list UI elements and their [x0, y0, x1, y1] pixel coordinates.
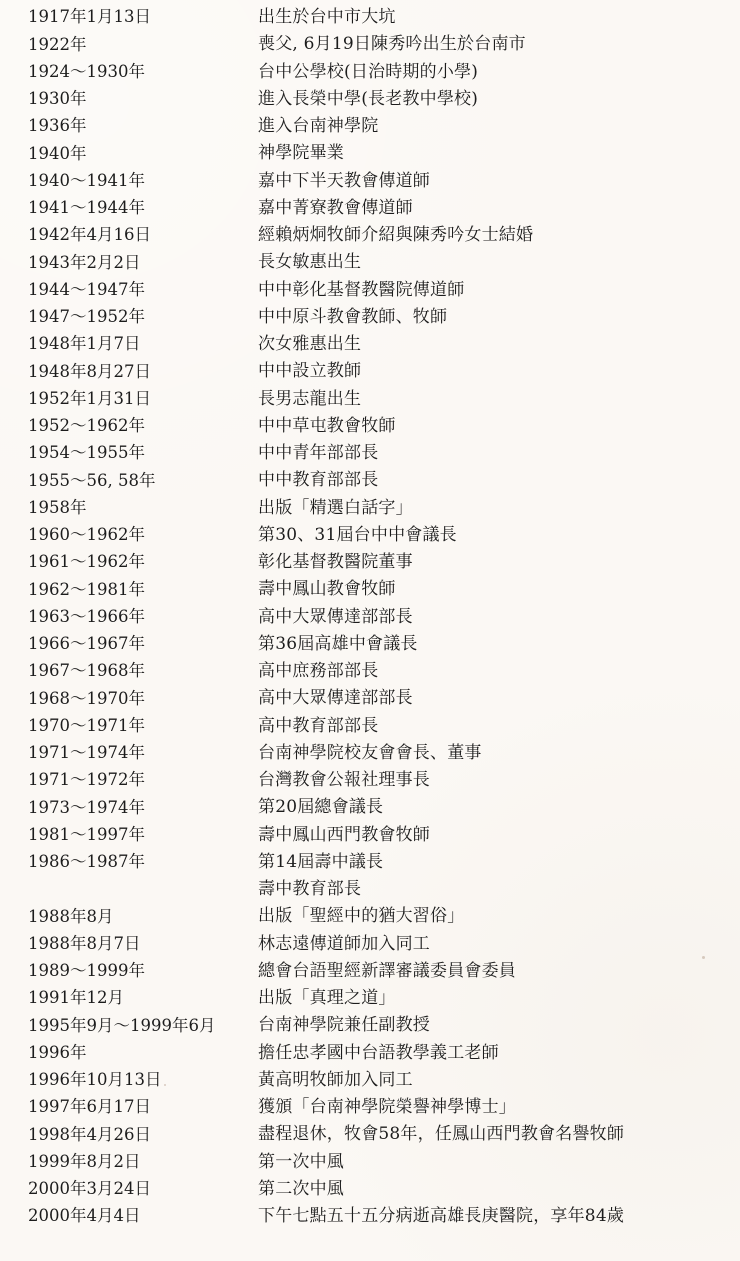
- timeline-row: [0, 467, 740, 494]
- timeline-row: [0, 576, 740, 603]
- timeline-row: [0, 86, 740, 113]
- timeline-row: [0, 931, 740, 958]
- timeline-row: [0, 1094, 740, 1121]
- timeline-row: [0, 1203, 740, 1230]
- timeline-row: [0, 685, 740, 712]
- timeline-row: [0, 1121, 740, 1148]
- entry-event: 第一次中風: [258, 1151, 344, 1172]
- timeline-row: [0, 1012, 740, 1039]
- timeline-row: [0, 549, 740, 576]
- entry-date: 1940年: [28, 143, 87, 163]
- timeline-row: [0, 413, 740, 440]
- timeline-row: [0, 1149, 740, 1176]
- timeline-row: [0, 358, 740, 385]
- entry-event: 總會台語聖經新譯審議委員會委員: [258, 960, 516, 981]
- timeline-row: [0, 1040, 740, 1067]
- entry-date: 1954～1955年: [28, 443, 145, 463]
- entry-date: 1924～1930年: [28, 61, 145, 81]
- timeline-row: [0, 522, 740, 549]
- entry-date: 1996年10月13日: [28, 1070, 162, 1090]
- entry-event: 獲頒「台南神學院榮譽神學博士」: [258, 1097, 516, 1118]
- entry-event: 台南神學院校友會會長、董事: [258, 742, 482, 763]
- entry-date: 1963～1966年: [28, 606, 145, 626]
- timeline-row: [0, 195, 740, 222]
- timeline-row: [0, 713, 740, 740]
- entry-event: 嘉中菁寮教會傳道師: [258, 197, 413, 218]
- timeline-row: [0, 903, 740, 930]
- timeline-list: [0, 4, 740, 1230]
- timeline-row: [0, 495, 740, 522]
- entry-date: 1989～1999年: [28, 961, 145, 981]
- entry-date: 1997年6月17日: [28, 1097, 151, 1117]
- entry-date: 1952～1962年: [28, 416, 145, 436]
- entry-date: 1988年8月7日: [28, 933, 141, 953]
- entry-date: 1971～1972年: [28, 770, 145, 790]
- entry-event: 彰化基督教醫院董事: [258, 552, 413, 573]
- entry-date: 1999年8月2日: [28, 1151, 141, 1171]
- timeline-row: [0, 958, 740, 985]
- timeline-row: [0, 222, 740, 249]
- timeline-row: [0, 304, 740, 331]
- timeline-row: [0, 386, 740, 413]
- entry-date: 1944～1947年: [28, 279, 145, 299]
- entry-event: 中中原斗教會教師、牧師: [258, 306, 448, 327]
- entry-date: 1971～1974年: [28, 743, 145, 763]
- entry-event: 出生於台中市大坑: [258, 7, 396, 28]
- entry-date: 1940～1941年: [28, 170, 145, 190]
- paper-speck: [702, 956, 705, 959]
- timeline-row: [0, 277, 740, 304]
- entry-date: 1955～56, 58年: [28, 470, 156, 490]
- timeline-row: [0, 876, 740, 903]
- entry-date: 1948年1月7日: [28, 334, 141, 354]
- entry-event: 長男志龍出生: [258, 388, 362, 409]
- entry-event: 進入長榮中學(長老教中學校): [258, 88, 479, 109]
- entry-event: 出版「聖經中的猶大習俗」: [258, 906, 465, 927]
- timeline-row: [0, 849, 740, 876]
- entry-date: 2000年4月4日: [28, 1206, 141, 1226]
- entry-date: 1981～1997年: [28, 824, 145, 844]
- entry-event: 第14屆壽中議長: [258, 851, 384, 872]
- entry-date: 1966～1967年: [28, 634, 145, 654]
- paper-speck: [164, 1084, 166, 1086]
- entry-event: 出版「精選白話字」: [258, 497, 413, 518]
- entry-date: 1942年4月16日: [28, 225, 151, 245]
- timeline-row: [0, 985, 740, 1012]
- entry-date: 1936年: [28, 116, 87, 136]
- entry-event: 高中大眾傳達部部長: [258, 606, 413, 627]
- entry-event: 第20屆總會議長: [258, 797, 384, 818]
- entry-event: 黃高明牧師加入同工: [258, 1069, 413, 1090]
- entry-date: 1998年4月26日: [28, 1124, 151, 1144]
- entry-date: 1995年9月～1999年6月: [28, 1015, 216, 1035]
- timeline-row: [0, 604, 740, 631]
- timeline-row: [0, 113, 740, 140]
- entry-event: 林志遠傳道師加入同工: [258, 933, 430, 954]
- entry-event: 經賴炳烔牧師介紹與陳秀吟女士結婚: [258, 225, 534, 246]
- entry-date: 1952年1月31日: [28, 388, 151, 408]
- entry-event: 台南神學院兼任副教授: [258, 1015, 430, 1036]
- entry-date: 1960～1962年: [28, 525, 145, 545]
- entry-date: 1996年: [28, 1042, 87, 1062]
- entry-event: 中中草屯教會牧師: [258, 415, 396, 436]
- entry-date: 1947～1952年: [28, 307, 145, 327]
- timeline-row: [0, 440, 740, 467]
- entry-date: 1988年8月: [28, 906, 114, 926]
- entry-event: 盡程退休，牧會58年，任鳳山西門教會名譽牧師: [258, 1124, 625, 1145]
- entry-event: 神學院畢業: [258, 143, 344, 164]
- entry-date: 1973～1974年: [28, 797, 145, 817]
- entry-event: 中中青年部部長: [258, 443, 379, 464]
- timeline-row: [0, 4, 740, 31]
- entry-event: 第二次中風: [258, 1178, 344, 1199]
- entry-date: 1986～1987年: [28, 852, 145, 872]
- timeline-row: [0, 59, 740, 86]
- entry-event: 喪父, 6月19日陳秀吟出生於台南市: [258, 34, 526, 55]
- timeline-row: [0, 631, 740, 658]
- timeline-row: [0, 249, 740, 276]
- timeline-row: [0, 168, 740, 195]
- timeline-row: [0, 767, 740, 794]
- entry-date: 1991年12月: [28, 988, 124, 1008]
- entry-event: 長女敏惠出生: [258, 252, 362, 273]
- entry-event: 第30、31屆台中中會議長: [258, 524, 457, 545]
- entry-date: 1968～1970年: [28, 688, 145, 708]
- entry-event: 出版「真理之道」: [258, 988, 396, 1009]
- entry-date: 1970～1971年: [28, 715, 145, 735]
- timeline-row: [0, 31, 740, 58]
- timeline-row: [0, 140, 740, 167]
- entry-event: 第36屆高雄中會議長: [258, 633, 418, 654]
- entry-event: 高中教育部部長: [258, 715, 379, 736]
- timeline-row: [0, 794, 740, 821]
- entry-event: 高中大眾傳達部部長: [258, 688, 413, 709]
- entry-date: 1962～1981年: [28, 579, 145, 599]
- entry-date: 1948年8月27日: [28, 361, 151, 381]
- entry-event: 擔任忠孝國中台語教學義工老師: [258, 1042, 499, 1063]
- timeline-row: [0, 1067, 740, 1094]
- entry-date: 1941～1944年: [28, 198, 145, 218]
- entry-event: 下午七點五十五分病逝高雄長庚醫院，享年84歲: [258, 1206, 625, 1227]
- timeline-row: [0, 740, 740, 767]
- entry-date: 1958年: [28, 497, 87, 517]
- entry-date: 1943年2月2日: [28, 252, 141, 272]
- entry-event: 嘉中下半天教會傳道師: [258, 170, 430, 191]
- entry-date: 1922年: [28, 34, 87, 54]
- entry-date: 1961～1962年: [28, 552, 145, 572]
- timeline-row: [0, 1176, 740, 1203]
- entry-date: 1917年1月13日: [28, 7, 151, 27]
- entry-date: 1967～1968年: [28, 661, 145, 681]
- entry-event: 壽中教育部長: [258, 879, 362, 900]
- entry-event: 次女雅惠出生: [258, 334, 362, 355]
- entry-event: 壽中鳳山西門教會牧師: [258, 824, 430, 845]
- entry-event: 台中公學校(日治時期的小學): [258, 61, 479, 82]
- entry-date: 1930年: [28, 89, 87, 109]
- entry-event: 進入台南神學院: [258, 116, 379, 137]
- timeline-row: [0, 822, 740, 849]
- entry-event: 高中庶務部部長: [258, 661, 379, 682]
- timeline-row: [0, 658, 740, 685]
- entry-event: 壽中鳳山教會牧師: [258, 579, 396, 600]
- entry-event: 中中教育部部長: [258, 470, 379, 491]
- entry-event: 台灣教會公報社理事長: [258, 770, 430, 791]
- entry-event: 中中彰化基督教醫院傳道師: [258, 279, 465, 300]
- entry-event: 中中設立教師: [258, 361, 362, 382]
- timeline-row: [0, 331, 740, 358]
- entry-date: 2000年3月24日: [28, 1179, 151, 1199]
